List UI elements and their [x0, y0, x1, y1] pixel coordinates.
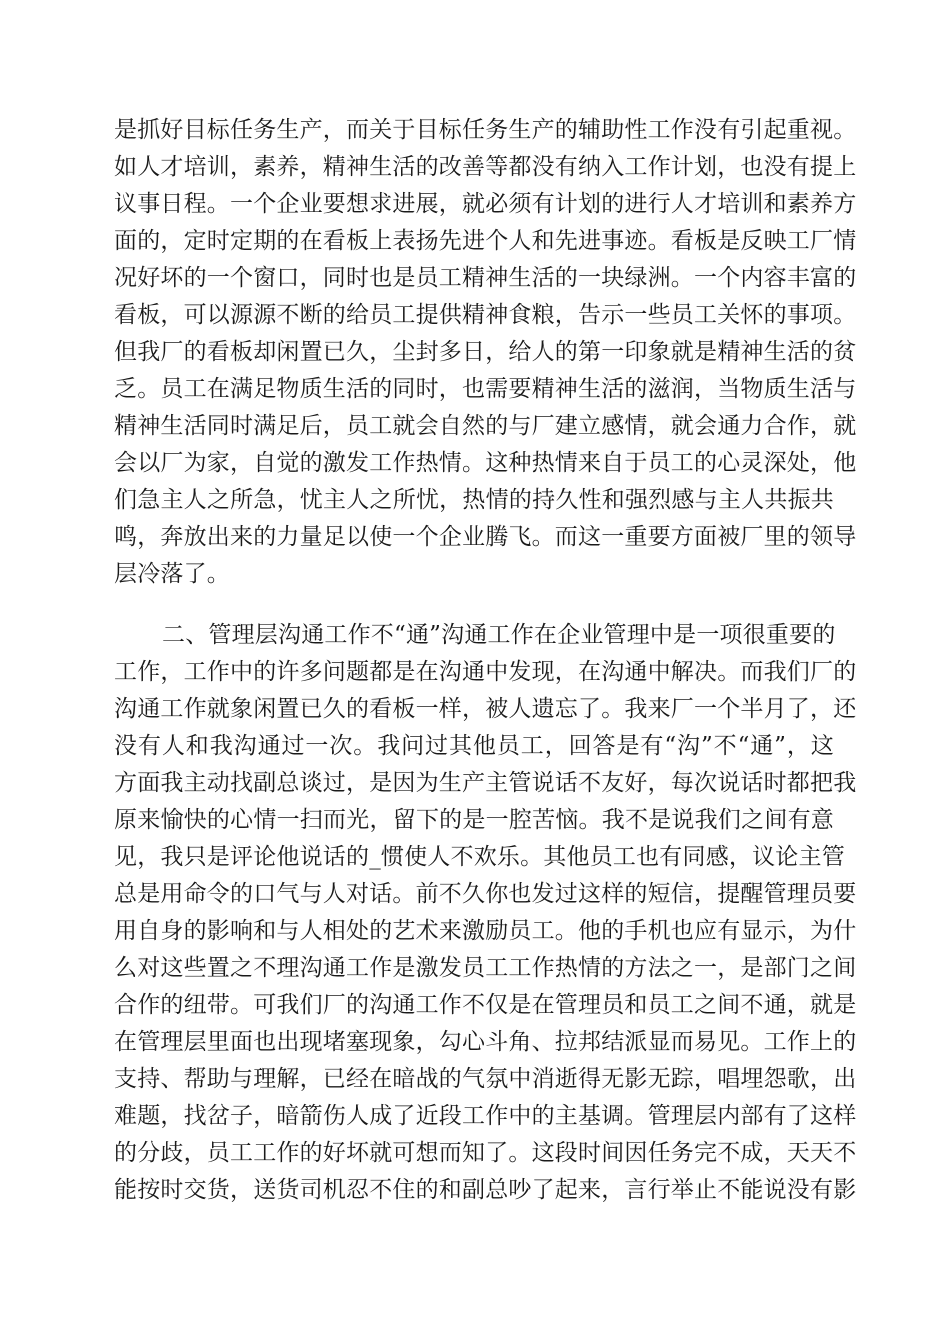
- text-line: 但我厂的看板却闲置已久，尘封多日，给人的第一印象就是精神生活的贫: [114, 339, 857, 365]
- text-line: 么对这些置之不理沟通工作是激发员工工作热情的方法之一，是部门之间: [114, 955, 857, 981]
- text-line: 合作的纽带。可我们厂的沟通工作不仅是在管理员和员工之间不通，就是: [114, 992, 857, 1018]
- text-line: 用自身的影响和与人相处的艺术来激励员工。他的手机也应有显示，为什: [114, 918, 857, 944]
- text-line: 总是用命令的口气与人对话。前不久你也发过这样的短信，提醒管理员要: [114, 881, 857, 907]
- text-line: 层冷落了。: [114, 561, 230, 587]
- text-line: 议事日程。一个企业要想求进展，就必须有计划的进行人才培训和素养方: [114, 191, 857, 217]
- text-line: 如人才培训，素养，精神生活的改善等都没有纳入工作计划，也没有提上: [114, 154, 857, 180]
- text-line: 们急主人之所急，忧主人之所忧，热情的持久性和强烈感与主人共振共: [114, 487, 834, 513]
- text-line: 难题，找岔子，暗箭伤人成了近段工作中的主基调。管理层内部有了这样: [114, 1103, 857, 1129]
- text-line: 会以厂为家，自觉的激发工作热情。这种热情来自于员工的心灵深处，他: [114, 450, 857, 476]
- paragraph-2: [114, 617, 857, 1209]
- text-line: 况好坏的一个窗口，同时也是员工精神生活的一块绿洲。一个内容丰富的: [114, 265, 857, 291]
- text-line: 的分歧，员工工作的好坏就可想而知了。这段时间因任务完不成，天天不: [114, 1140, 857, 1166]
- text-line: 乏。员工在满足物质生活的同时，也需要精神生活的滋润，当物质生活与: [114, 376, 857, 402]
- text-line: 在管理层里面也出现堵塞现象，勾心斗角、拉邦结派显而易见。工作上的: [114, 1029, 857, 1055]
- text-line: 看板，可以源源不断的给员工提供精神食粮，告示一些员工关怀的事项。: [114, 302, 857, 328]
- text-line: 二、管理层沟通工作不“通”沟通工作在企业管理中是一项很重要的: [162, 622, 836, 648]
- document-body: [114, 112, 857, 1209]
- paragraph-1: [114, 112, 857, 593]
- text-line: 鸣，奔放出来的力量足以使一个企业腾飞。而这一重要方面被厂里的领导: [114, 524, 857, 550]
- paragraph-spacer: [114, 593, 834, 617]
- text-line: 工作，工作中的许多问题都是在沟通中发现，在沟通中解决。而我们厂的: [114, 659, 857, 685]
- text-line: 原来愉快的心情一扫而光，留下的是一腔苦恼。我不是说我们之间有意: [114, 807, 834, 833]
- text-line: 面的，定时定期的在看板上表扬先进个人和先进事迹。看板是反映工厂情: [114, 228, 857, 254]
- text-line: 沟通工作就象闲置已久的看板一样，被人遗忘了。我来厂一个半月了，还: [114, 696, 857, 722]
- text-line: 精神生活同时满足后，员工就会自然的与厂建立感情，就会通力合作，就: [114, 413, 857, 439]
- text-line: 没有人和我沟通过一次。我问过其他员工，回答是有“沟”不“通”，这: [114, 733, 834, 759]
- text-line: 见，我只是评论他说话的_惯使人不欢乐。其他员工也有同感，议论主管: [114, 844, 845, 870]
- text-line: 能按时交货，送货司机忍不住的和副总吵了起来，言行举止不能说没有影: [114, 1177, 857, 1203]
- text-line: 支持、帮助与理解，已经在暗战的气氛中消逝得无影无踪，唱埋怨歌，出: [114, 1066, 857, 1092]
- text-line: 方面我主动找副总谈过，是因为生产主管说话不友好，每次说话时都把我: [114, 770, 857, 796]
- text-line: 是抓好目标任务生产，而关于目标任务生产的辅助性工作没有引起重视。: [114, 117, 857, 143]
